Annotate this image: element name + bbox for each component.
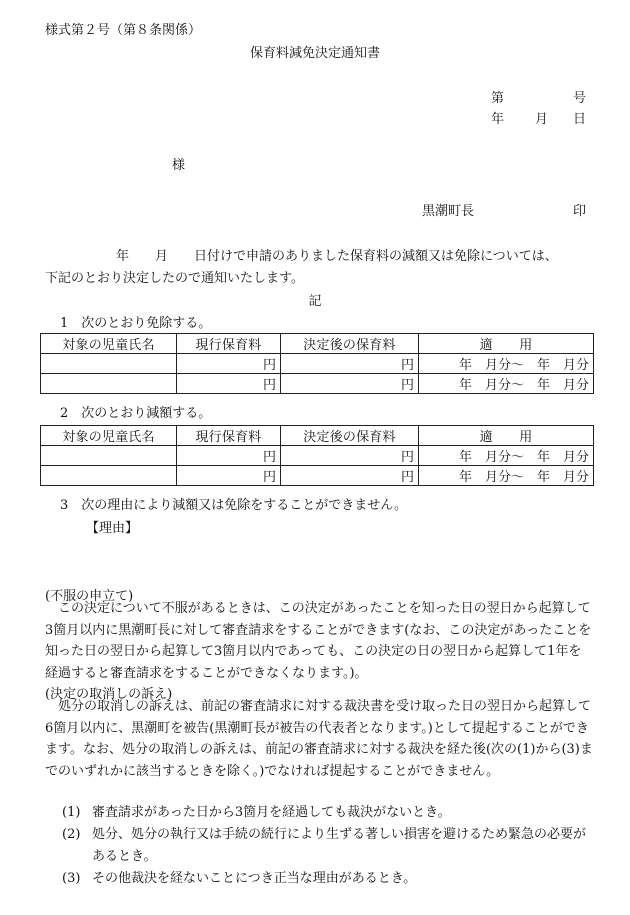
recipient-sama: 様 [172, 158, 186, 173]
child-name-cell[interactable] [41, 446, 177, 466]
body-line-2: 下記のとおり決定したので通知いたします。 [45, 271, 304, 286]
suit-heading: (決定の取消しの訴え) [45, 687, 173, 702]
period-cell[interactable]: 年 月分～ 年 月分 [419, 374, 594, 394]
header-applicable: 適 用 [419, 426, 594, 446]
header-child-name: 対象の児童氏名 [41, 426, 177, 446]
reduction-table [40, 425, 594, 486]
current-fee-cell[interactable]: 円 [177, 354, 281, 374]
item-2-number: (2) [62, 827, 81, 842]
date-day: 日 [573, 112, 587, 127]
section-1-heading: 1 次のとおり免除する。 [60, 316, 212, 331]
table-row [41, 374, 594, 394]
seal-mark: 印 [573, 204, 587, 219]
header-current-fee: 現行保育料 [177, 426, 281, 446]
doc-number-go: 号 [573, 91, 587, 106]
header-child-name: 対象の児童氏名 [41, 334, 177, 354]
date-month: 月 [535, 112, 549, 127]
table-row [41, 354, 594, 374]
doc-number-dai: 第 [491, 91, 505, 106]
document-title: 保育料減免決定通知書 [249, 46, 380, 61]
body-line-1: 年 月 日付けで申請のありました保育料の減額又は免除については、 [116, 249, 558, 264]
appeal-paragraph: この決定について不服があるときは、この決定があったことを知った日の翌日から起算して3箇月以内に黒潮町長に対して審査請求をすることができます(なお、この決定があったことを知った日の翌日から起算して3箇月以内であっても、この決定の日の翌日から起算して1年を経過すると審査請求をすることができなくなります。)。 [45, 601, 592, 681]
item-3-number: (3) [62, 871, 81, 886]
header-applicable: 適 用 [419, 334, 594, 354]
new-fee-cell[interactable]: 円 [281, 354, 419, 374]
issuer-name: 黒潮町長 [422, 204, 475, 219]
period-cell[interactable]: 年 月分～ 年 月分 [419, 446, 594, 466]
period-cell[interactable]: 年 月分～ 年 月分 [419, 354, 594, 374]
child-name-cell[interactable] [41, 354, 177, 374]
child-name-cell[interactable] [41, 374, 177, 394]
header-new-fee: 決定後の保育料 [281, 334, 419, 354]
item-2-text: 処分、処分の執行又は手続の続行により生ずる著しい損害を避けるため緊急の必要があるとき。 [92, 827, 587, 864]
section-3-heading: 3 次の理由により減額又は免除をすることができません。 [60, 498, 408, 513]
new-fee-cell[interactable]: 円 [281, 446, 419, 466]
table-row [41, 466, 594, 486]
current-fee-cell[interactable]: 円 [177, 446, 281, 466]
exemption-table [40, 333, 594, 394]
section-2-heading: 2 次のとおり減額する。 [60, 406, 212, 421]
table-row [41, 446, 594, 466]
appeal-heading: (不服の申立て) [45, 589, 134, 604]
ki-label: 記 [308, 294, 322, 309]
table-header-row [41, 426, 594, 446]
new-fee-cell[interactable]: 円 [281, 374, 419, 394]
date-year: 年 [491, 112, 505, 127]
header-current-fee: 現行保育料 [177, 334, 281, 354]
current-fee-cell[interactable]: 円 [177, 374, 281, 394]
child-name-cell[interactable] [41, 466, 177, 486]
form-number: 様式第２号（第８条関係） [45, 23, 202, 38]
item-1-text: 審査請求があった日から3箇月を経過しても裁決がないとき。 [92, 805, 451, 820]
table-header-row [41, 334, 594, 354]
item-3-text: その他裁決を経ないことにつき正当な理由があるとき。 [92, 871, 417, 886]
period-cell[interactable]: 年 月分～ 年 月分 [419, 466, 594, 486]
suit-paragraph: 処分の取消しの訴えは、前記の審査請求に対する裁決書を受け取った日の翌日から起算して6箇月以内に、黒潮町を被告(黒潮町長が被告の代表者となります。)として提起することができます。なお、処分の取消しの訴えは、前記の審査請求に対する裁決を経た後(次の(1)から(3)までのいずれかに該当するときを除く。)でなければ提起することができません。 [45, 699, 593, 779]
current-fee-cell[interactable]: 円 [177, 466, 281, 486]
reason-label: 【理由】 [86, 521, 139, 536]
item-1-number: (1) [62, 805, 81, 820]
new-fee-cell[interactable]: 円 [281, 466, 419, 486]
header-new-fee: 決定後の保育料 [281, 426, 419, 446]
